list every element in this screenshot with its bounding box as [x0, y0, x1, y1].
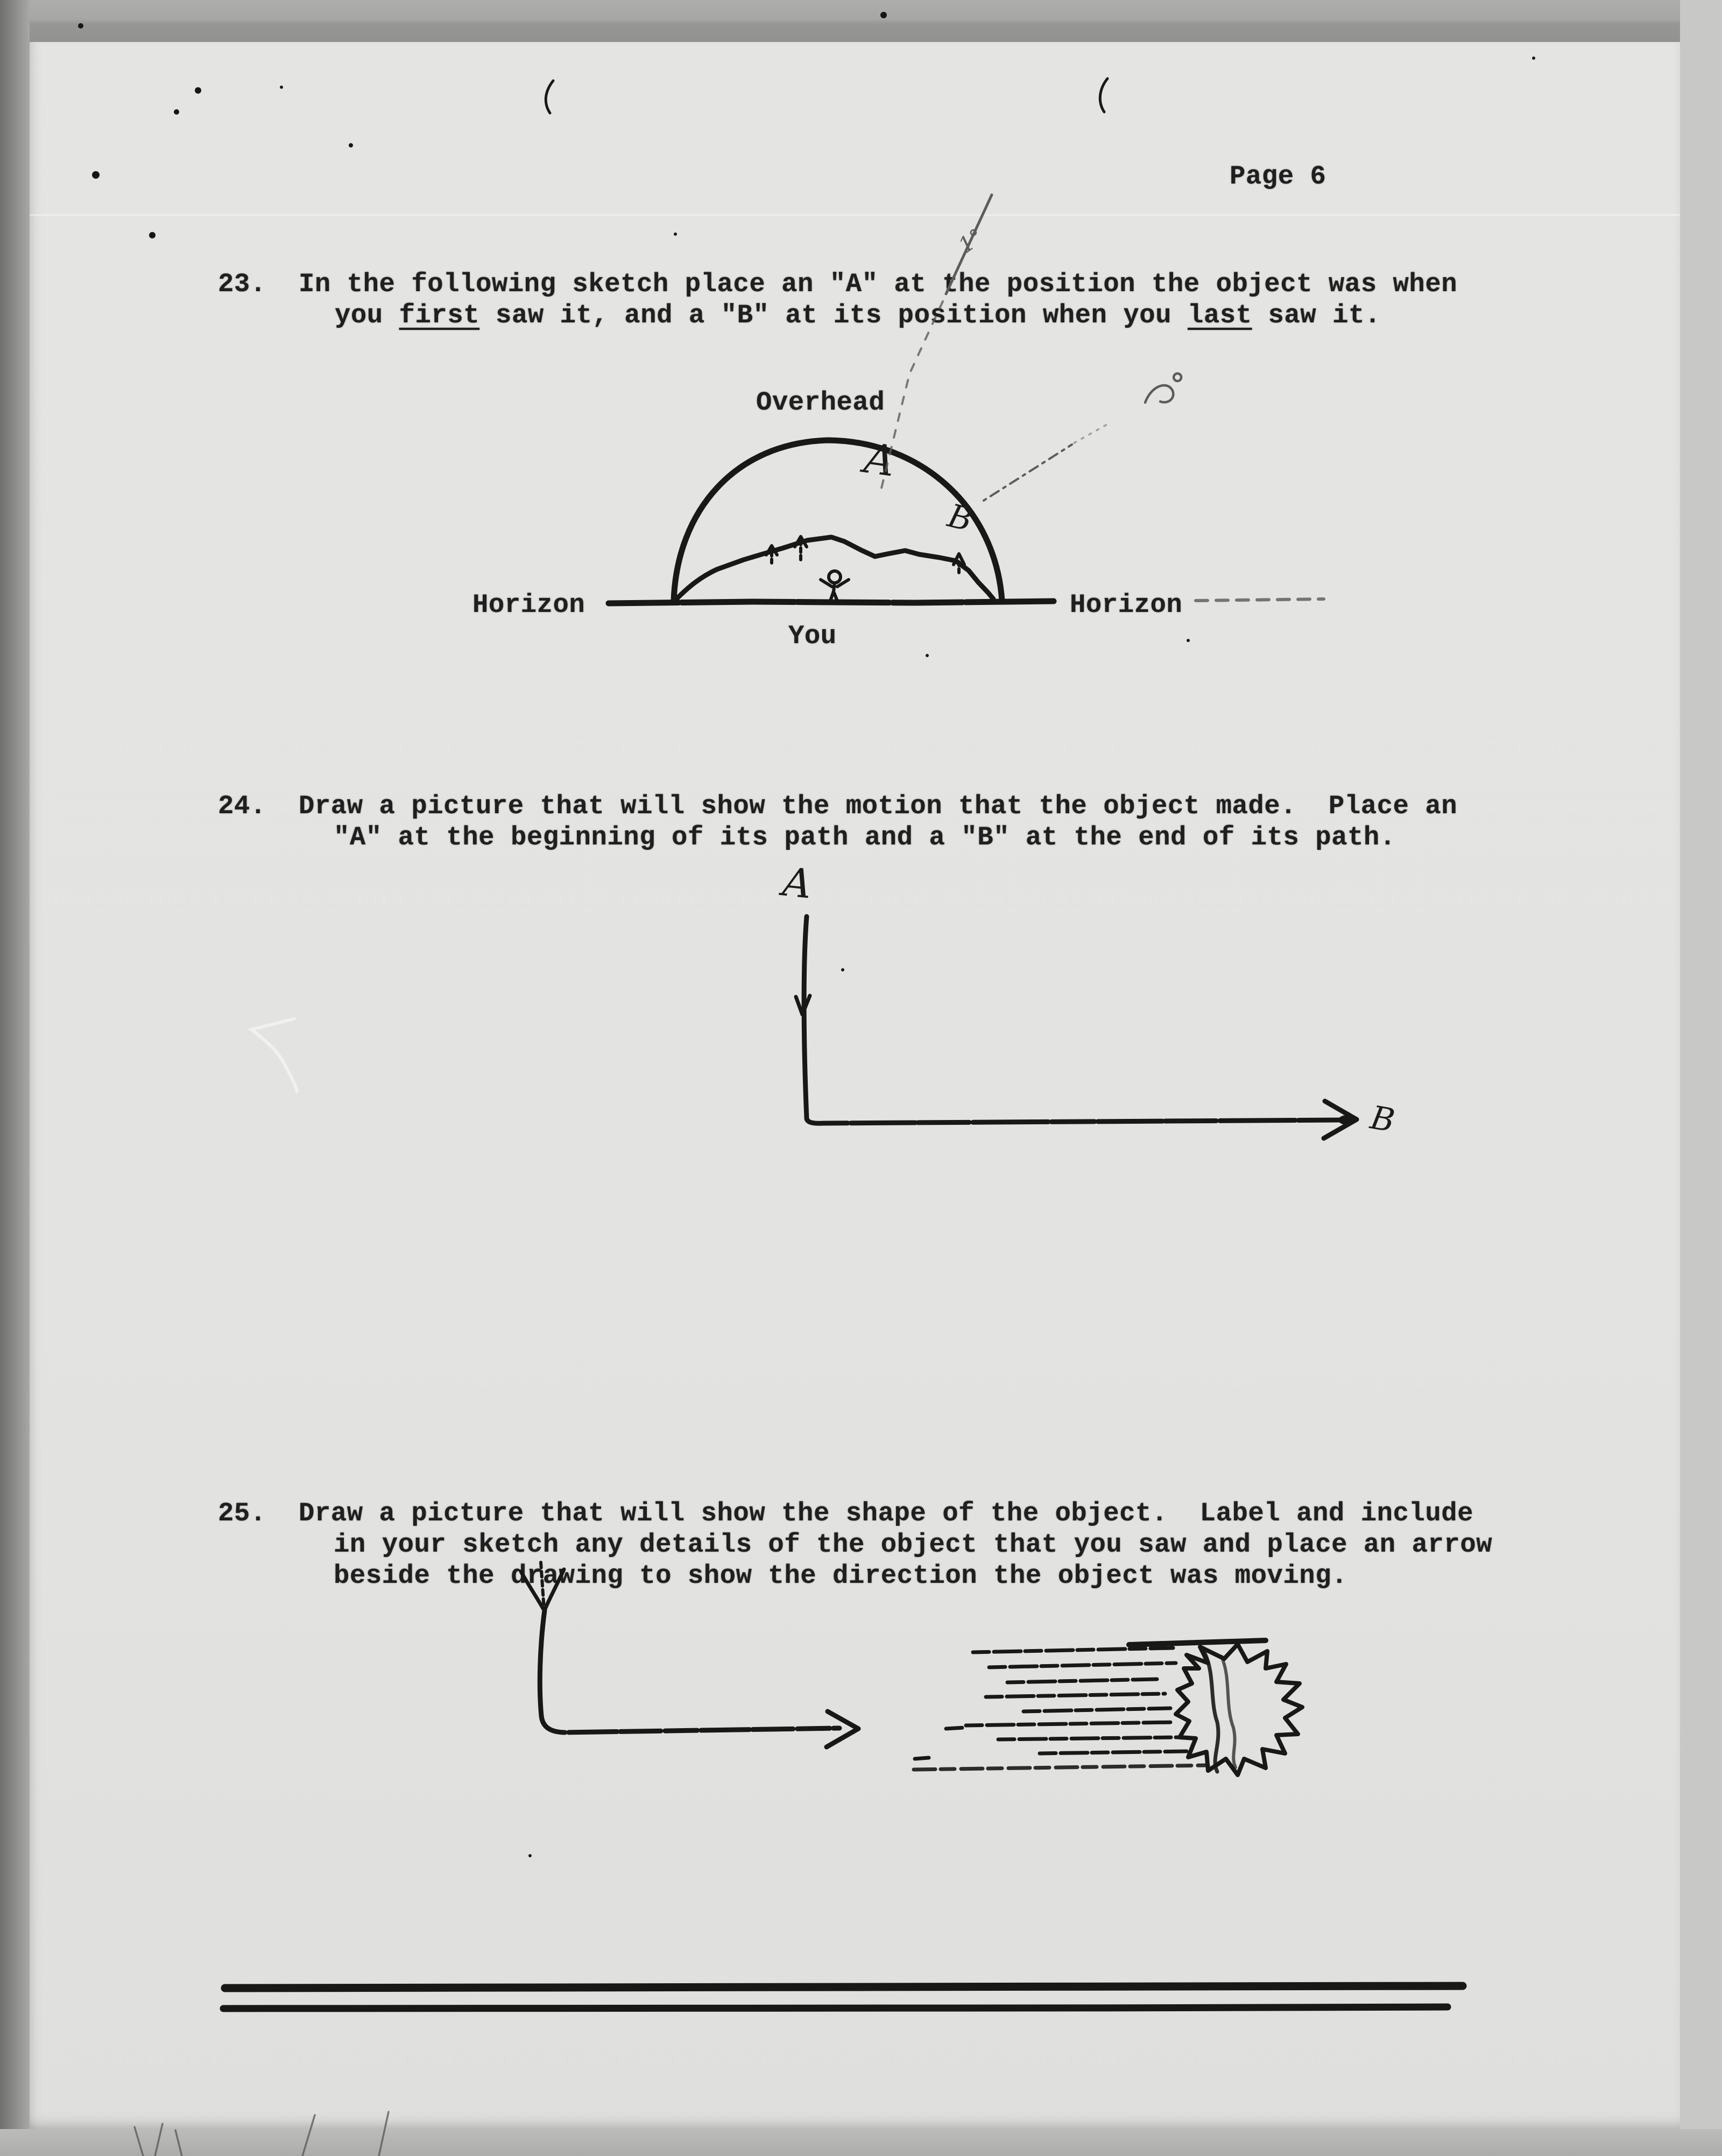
sky-dome-sketch	[609, 195, 1324, 603]
stray-pen-marks	[546, 79, 1107, 113]
pencil-squiggle-mark	[1145, 374, 1181, 403]
comet-motion-streaks	[915, 1648, 1187, 1759]
q23-underlined-last: last	[1187, 300, 1252, 330]
comet-top-bar	[1129, 1640, 1266, 1645]
pencil-line-from-b	[984, 445, 1072, 501]
horizon-line	[609, 601, 1054, 603]
path-horizontal-line	[807, 1118, 1341, 1123]
q25-line1: Draw a picture that will show the shape of the object. Label and include	[299, 1498, 1474, 1528]
q23-line2-mid: saw it, and a "B" at its position when you	[479, 300, 1188, 330]
handwritten-path-end-b: B	[1367, 1098, 1398, 1140]
horizon-right-label: Horizon	[1070, 590, 1183, 620]
page-number-label: Page 6	[1230, 161, 1326, 192]
comet-inner-scribble	[1222, 1657, 1236, 1767]
q23-line2-pre: you	[335, 300, 399, 330]
q23-line2-post: saw it.	[1252, 300, 1381, 330]
handwritten-mark-a: A	[861, 434, 898, 487]
pencil-line-from-b-faint	[1074, 423, 1110, 443]
q25-line3: beside the drawing to show the direction the object was moving.	[334, 1561, 1348, 1591]
you-label: You	[788, 621, 837, 651]
right-arrowhead-nose	[1338, 1115, 1356, 1125]
fork-arrow-tail	[521, 1562, 564, 1610]
q25-number: 25.	[218, 1498, 266, 1528]
q24-line2: "A" at the beginning of its path and a "B" at the end of its path.	[334, 822, 1396, 852]
q23-underlined-first: first	[399, 300, 480, 330]
q25-line2: in your sketch any details of the object that you saw and place an arrow	[334, 1530, 1493, 1560]
q24-line1: Draw a picture that will show the motion that the object made. Place an	[299, 791, 1458, 821]
pencil-angle-note: 1°	[954, 224, 989, 259]
comet-bottom-streak	[914, 1765, 1208, 1770]
bottom-rule-lines	[223, 1986, 1463, 2009]
handwritten-path-start-a: A	[780, 858, 814, 908]
bottom-left-pencil-strokes	[135, 2112, 389, 2156]
shape-horizontal-line	[541, 1716, 839, 1732]
horizon-left-label: Horizon	[472, 590, 585, 620]
comet-starburst-body	[1176, 1644, 1302, 1775]
terrain-up-arrow-icon	[954, 554, 964, 573]
motion-path-sketch	[778, 858, 1398, 1140]
white-scratch-mark	[251, 1019, 297, 1091]
path-vertical-line	[804, 917, 807, 1118]
horizon-line-trail	[1196, 599, 1324, 601]
q24-number: 24.	[218, 791, 266, 821]
q23-line1: In the following sketch place an "A" at the position the object was when	[299, 269, 1458, 299]
shape-vertical-line	[540, 1610, 545, 1716]
object-shape-sketch	[521, 1562, 1302, 1775]
overhead-label: Overhead	[756, 387, 885, 418]
handwritten-mark-b: B	[944, 497, 977, 539]
observer-stick-figure	[821, 571, 849, 602]
q23-number: 23.	[218, 269, 266, 299]
